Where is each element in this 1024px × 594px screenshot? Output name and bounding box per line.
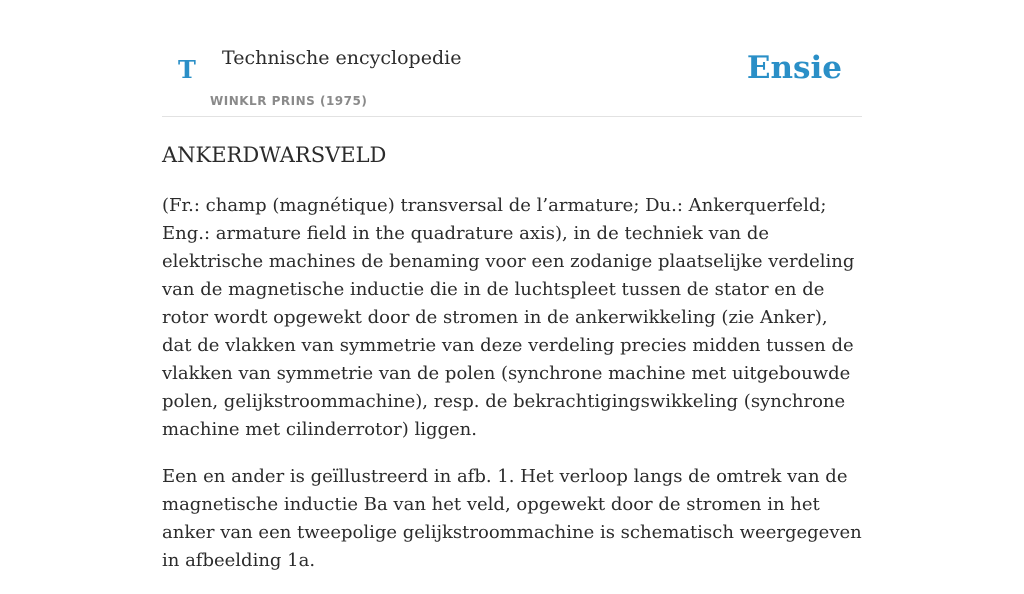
ensie-logo-link[interactable]: Ensie	[746, 50, 842, 86]
header	[162, 0, 862, 117]
page	[162, 0, 862, 571]
article-body	[162, 192, 862, 594]
encyclopedia-title-link[interactable]: Technische encyclopedie	[222, 47, 462, 69]
article-paragraph: (Fr.: champ (magnétique) transversal de l’armature; Du.: Ankerquerfeld; Eng.: armature field in the quadrature axis), in de techniek van de elektrische machines de benaming voor een zodanige plaatselijke verdeling van de magnetische inductie die in de luchtspleet tussen de stator en de rotor wordt opgewekt door de stromen in de ankerwikkeling (zie Anker), dat de vlakken van symmetrie van deze verdeling precies midden tussen de vlakken van symmetrie van de polen (synchrone machine met uitgebouwde polen, gelijkstroommachine), resp. de bekrachtigingswikkeling (synchrone machine met cilinderrotor) liggen.	[162, 195, 855, 440]
encyclopedia-source: WINKLR PRINS (1975)	[210, 94, 368, 108]
article-paragraph: Een en ander is geïllustreerd in afb. 1. Het verloop langs de omtrek van de magnetische inductie Ba van het veld, opgewekt door de stromen in het anker van een tweepolige gelijkstroommachine is schematisch weergegeven in afbeelding 1a.	[162, 466, 862, 571]
category-logo-icon[interactable]: T	[178, 55, 196, 84]
article-title: ANKERDWARSVELD	[162, 143, 387, 167]
